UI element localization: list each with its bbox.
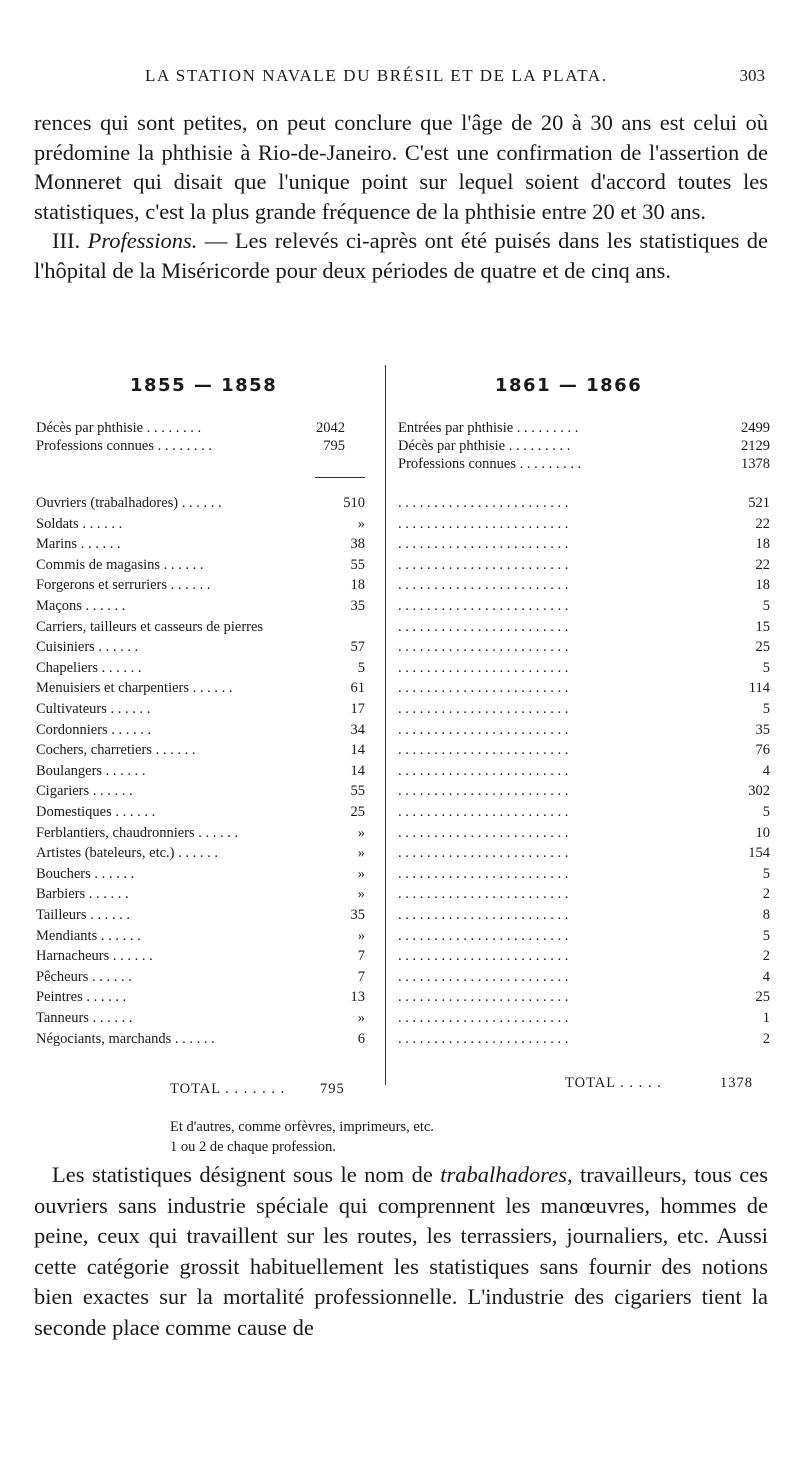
table-row-right-value: 22 — [755, 556, 770, 573]
table-row-left-value: 57 — [350, 639, 365, 656]
table-row-label: Tailleurs . . . . . . — [36, 907, 131, 923]
table-row-left-value: 55 — [350, 783, 365, 800]
table-row-right-value: 5 — [762, 927, 770, 944]
table-row-label: Forgerons et serruriers . . . . . . — [36, 577, 211, 594]
table-row-dot-leader: . . . . . . . . . . . . . . . . . . . . . . . . — [398, 577, 569, 594]
table-row-right-value: 521 — [748, 495, 770, 511]
table-row-right-value: 4 — [762, 968, 770, 985]
left-summary-value: 2042 — [316, 420, 345, 436]
table-row-dot-leader: . . . . . . . . . . . . . . . . . . . . . . . . — [398, 968, 569, 985]
table-row-left-value: 7 — [357, 968, 365, 985]
running-header — [145, 66, 765, 88]
table-row-dot-leader: . . . . . . . . . . . . . . . . . . . . . . . . — [398, 865, 569, 882]
right-summary-label: Entrées par phthisie . . . . . . . . . — [398, 420, 579, 436]
table-row-right-value: 35 — [755, 721, 770, 738]
left-summary-value: 795 — [323, 438, 345, 454]
table-row-label: Cuisiniers . . . . . . — [36, 639, 139, 656]
table-row-right-value: 2 — [762, 886, 770, 903]
table-row-left-value: » — [357, 886, 365, 903]
right-period-title: 1861 — 1866 — [495, 375, 643, 396]
table-row-left-value: » — [357, 1010, 365, 1026]
table-row-dot-leader: . . . . . . . . . . . . . . . . . . . . . . . . — [398, 845, 569, 862]
table-row-dot-leader: . . . . . . . . . . . . . . . . . . . . . . . . — [398, 948, 569, 965]
table-row-right-value: 25 — [755, 989, 770, 1006]
table-row-dot-leader: . . . . . . . . . . . . . . . . . . . . . . . . — [398, 742, 569, 759]
table-row-right-value: 2 — [762, 1030, 770, 1047]
table-row-right-value: 5 — [762, 659, 770, 676]
table-row-dot-leader: . . . . . . . . . . . . . . . . . . . . . . . . — [398, 495, 569, 511]
left-total-label: TOTAL . . . . . . . — [170, 1081, 286, 1098]
intro-text — [34, 108, 768, 285]
section-text: — Les relevés ci-après ont été puisés dans les statistiques de l'hôpital de la Miséricorde pour deux périodes de quatre et de cinq ans. — [34, 228, 769, 283]
table-row-left-value: 34 — [350, 721, 365, 738]
right-summary-value: 2499 — [741, 420, 770, 436]
table-row-label: Négociants, marchands . . . . . . — [36, 1030, 215, 1047]
table-row-left-value: 7 — [357, 948, 365, 965]
table-row-label: Chapeliers . . . . . . — [36, 659, 142, 676]
table-row-dot-leader: . . . . . . . . . . . . . . . . . . . . . . . . — [398, 701, 569, 717]
table-row-right-value: 10 — [755, 824, 770, 841]
table-row-label: Ouvriers (trabalhadores) . . . . . . — [36, 495, 222, 511]
table-row-left-value: 35 — [350, 598, 365, 614]
table-row-label: Cordonniers . . . . . . — [36, 721, 152, 738]
table-row-label: Soldats . . . . . . — [36, 515, 123, 532]
table-row-left-value: 510 — [343, 495, 365, 511]
table-row-left-value: 38 — [350, 536, 365, 553]
table-row-left-value: 61 — [350, 680, 365, 697]
table-row-dot-leader: . . . . . . . . . . . . . . . . . . . . . . . . — [398, 721, 569, 738]
left-total-value: 795 — [320, 1081, 345, 1098]
table-row-dot-leader: . . . . . . . . . . . . . . . . . . . . . . . . — [398, 762, 569, 779]
table-row-right-value: 25 — [755, 639, 770, 656]
table-row-left-value: 55 — [350, 556, 365, 573]
table-row-label: Cultivateurs . . . . . . — [36, 701, 151, 717]
table-row-left-value: 35 — [350, 907, 365, 923]
table-row-right-value: 154 — [748, 845, 770, 862]
table-row-left-value: 14 — [350, 762, 365, 779]
table-row-label: Mendiants . . . . . . — [36, 927, 141, 944]
right-total-value: 1378 — [720, 1075, 753, 1092]
table-row-dot-leader: . . . . . . . . . . . . . . . . . . . . . . . . — [398, 1010, 569, 1026]
outro-text-part-1: Les statistiques désignent sous le nom de — [52, 1162, 441, 1187]
table-row-label: Carriers, tailleurs et casseurs de pierres — [36, 618, 264, 635]
table-row-label: Domestiques . . . . . . — [36, 804, 156, 820]
left-summary-rule — [315, 477, 365, 478]
right-summary-value: 1378 — [741, 456, 770, 472]
table-row-left-value: 5 — [357, 659, 365, 676]
page-number: 303 — [739, 66, 765, 85]
table-row-right-value: 302 — [748, 783, 770, 800]
table-row-right-value: 5 — [762, 865, 770, 882]
table-row-right-value: 5 — [762, 598, 770, 614]
table-row-label: Maçons . . . . . . — [36, 598, 126, 614]
table-row-left-value: 17 — [350, 701, 365, 717]
outro-paragraph — [34, 1160, 768, 1343]
table-row-left-value: » — [357, 824, 365, 841]
table-row-dot-leader: . . . . . . . . . . . . . . . . . . . . . . . . — [398, 659, 569, 676]
table-row-label: Barbiers . . . . . . — [36, 886, 129, 903]
right-summary-value: 2129 — [741, 438, 770, 454]
table-row-dot-leader: . . . . . . . . . . . . . . . . . . . . . . . . — [398, 515, 569, 532]
table-row-right-value: 5 — [762, 701, 770, 717]
intro-paragraph-2 — [34, 226, 768, 285]
table-row-dot-leader: . . . . . . . . . . . . . . . . . . . . . . . . — [398, 618, 569, 635]
table-row-label: Boulangers . . . . . . — [36, 762, 146, 779]
intro-paragraph-1: rences qui sont petites, on peut conclure que l'âge de 20 à 30 ans est celui où prédomine la phthisie à Rio-de-Janeiro. C'est une confirmation de l'assertion de Monneret qui disait que l'unique point sur lequel soient d'accord toutes les statistiques, c'est la plus grande fréquence de la phthisie entre 20 et 30 ans. — [34, 110, 768, 224]
table-row-right-value: 15 — [755, 618, 770, 635]
table-row-left-value: » — [357, 845, 365, 862]
table-row-left-value: » — [357, 515, 365, 532]
table-row-dot-leader: . . . . . . . . . . . . . . . . . . . . . . . . — [398, 927, 569, 944]
section-number: III. — [52, 228, 81, 253]
table-row-dot-leader: . . . . . . . . . . . . . . . . . . . . . . . . — [398, 804, 569, 820]
outro-text-part-2: , travailleurs, tous ces ouvriers sans industrie spéciale qui comprennent les manœuvres, hommes de peine, ceux qui travaillent sur les routes, les terrassiers, journaliers, etc. Aussi cette catégorie grossit habituellement les statistiques sans fournir des notions bien exactes sur la mortalité professionnelle. L'industrie des cigariers tient la seconde place comme cause de — [34, 1162, 768, 1340]
left-period-title: 1855 — 1858 — [130, 375, 278, 396]
table-row-label: Cochers, charretiers . . . . . . — [36, 742, 196, 759]
table-row-right-value: 2 — [762, 948, 770, 965]
table-row-dot-leader: . . . . . . . . . . . . . . . . . . . . . . . . — [398, 680, 569, 697]
table-row-right-value: 1 — [762, 1010, 770, 1026]
table-row-label: Pêcheurs . . . . . . — [36, 968, 132, 985]
table-row-dot-leader: . . . . . . . . . . . . . . . . . . . . . . . . — [398, 886, 569, 903]
table-note-line-2: 1 ou 2 de chaque profession. — [170, 1139, 336, 1156]
table-row-dot-leader: . . . . . . . . . . . . . . . . . . . . . . . . — [398, 556, 569, 573]
table-row-label: Bouchers . . . . . . — [36, 865, 135, 882]
table-row-right-value: 8 — [762, 907, 770, 923]
table-row-left-value: 6 — [357, 1030, 365, 1047]
table-row-dot-leader: . . . . . . . . . . . . . . . . . . . . . . . . — [398, 639, 569, 656]
table-row-right-value: 22 — [755, 515, 770, 532]
table-row-dot-leader: . . . . . . . . . . . . . . . . . . . . . . . . — [398, 783, 569, 800]
table-row-label: Menuisiers et charpentiers . . . . . . — [36, 680, 233, 697]
table-row-right-value: 5 — [762, 804, 770, 820]
table-row-dot-leader: . . . . . . . . . . . . . . . . . . . . . . . . — [398, 824, 569, 841]
table-row-left-value: 13 — [350, 989, 365, 1006]
left-summary-label: Professions connues . . . . . . . . — [36, 438, 213, 454]
table-row-left-value: » — [357, 865, 365, 882]
running-title: LA STATION NAVALE DU BRÉSIL ET DE LA PLATA. — [145, 66, 608, 85]
table-row-dot-leader: . . . . . . . . . . . . . . . . . . . . . . . . — [398, 907, 569, 923]
table-row-right-value: 76 — [755, 742, 770, 759]
table-row-label: Ferblantiers, chaudronniers . . . . . . — [36, 824, 239, 841]
section-heading: Professions. — [87, 228, 198, 253]
right-total-label: TOTAL . . . . . — [565, 1075, 662, 1092]
table-row-left-value: 25 — [350, 804, 365, 820]
table-row-right-value: 114 — [748, 680, 770, 697]
table-row-right-value: 4 — [762, 762, 770, 779]
table-row-label: Harnacheurs . . . . . . — [36, 948, 153, 965]
table-row-left-value: 18 — [350, 577, 365, 594]
table-row-left-value: 14 — [350, 742, 365, 759]
outro-text — [34, 1160, 768, 1343]
table-row-label: Artistes (bateleurs, etc.) . . . . . . — [36, 845, 219, 862]
table-row-label: Cigariers . . . . . . — [36, 783, 133, 800]
table-row-dot-leader: . . . . . . . . . . . . . . . . . . . . . . . . — [398, 989, 569, 1006]
professions-table — [30, 365, 770, 1156]
right-summary-label: Décès par phthisie . . . . . . . . . — [398, 438, 571, 454]
table-row-label: Tanneurs . . . . . . — [36, 1010, 133, 1026]
table-row-dot-leader: . . . . . . . . . . . . . . . . . . . . . . . . — [398, 1030, 569, 1047]
table-row-dot-leader: . . . . . . . . . . . . . . . . . . . . . . . . — [398, 536, 569, 553]
table-row-right-value: 18 — [755, 577, 770, 594]
column-divider — [385, 365, 386, 1085]
table-row-label: Peintres . . . . . . — [36, 989, 127, 1006]
table-row-left-value: » — [357, 927, 365, 944]
table-row-right-value: 18 — [755, 536, 770, 553]
left-summary-label: Décès par phthisie . . . . . . . . — [36, 420, 202, 436]
right-summary-label: Professions connues . . . . . . . . . — [398, 456, 582, 472]
table-row-dot-leader: . . . . . . . . . . . . . . . . . . . . . . . . — [398, 598, 569, 614]
table-row-label: Commis de magasins . . . . . . — [36, 556, 204, 573]
outro-italic-word: trabalhadores — [440, 1162, 567, 1187]
table-note-line-1: Et d'autres, comme orfèvres, imprimeurs, etc. — [170, 1119, 434, 1136]
table-row-label: Marins . . . . . . — [36, 536, 121, 553]
